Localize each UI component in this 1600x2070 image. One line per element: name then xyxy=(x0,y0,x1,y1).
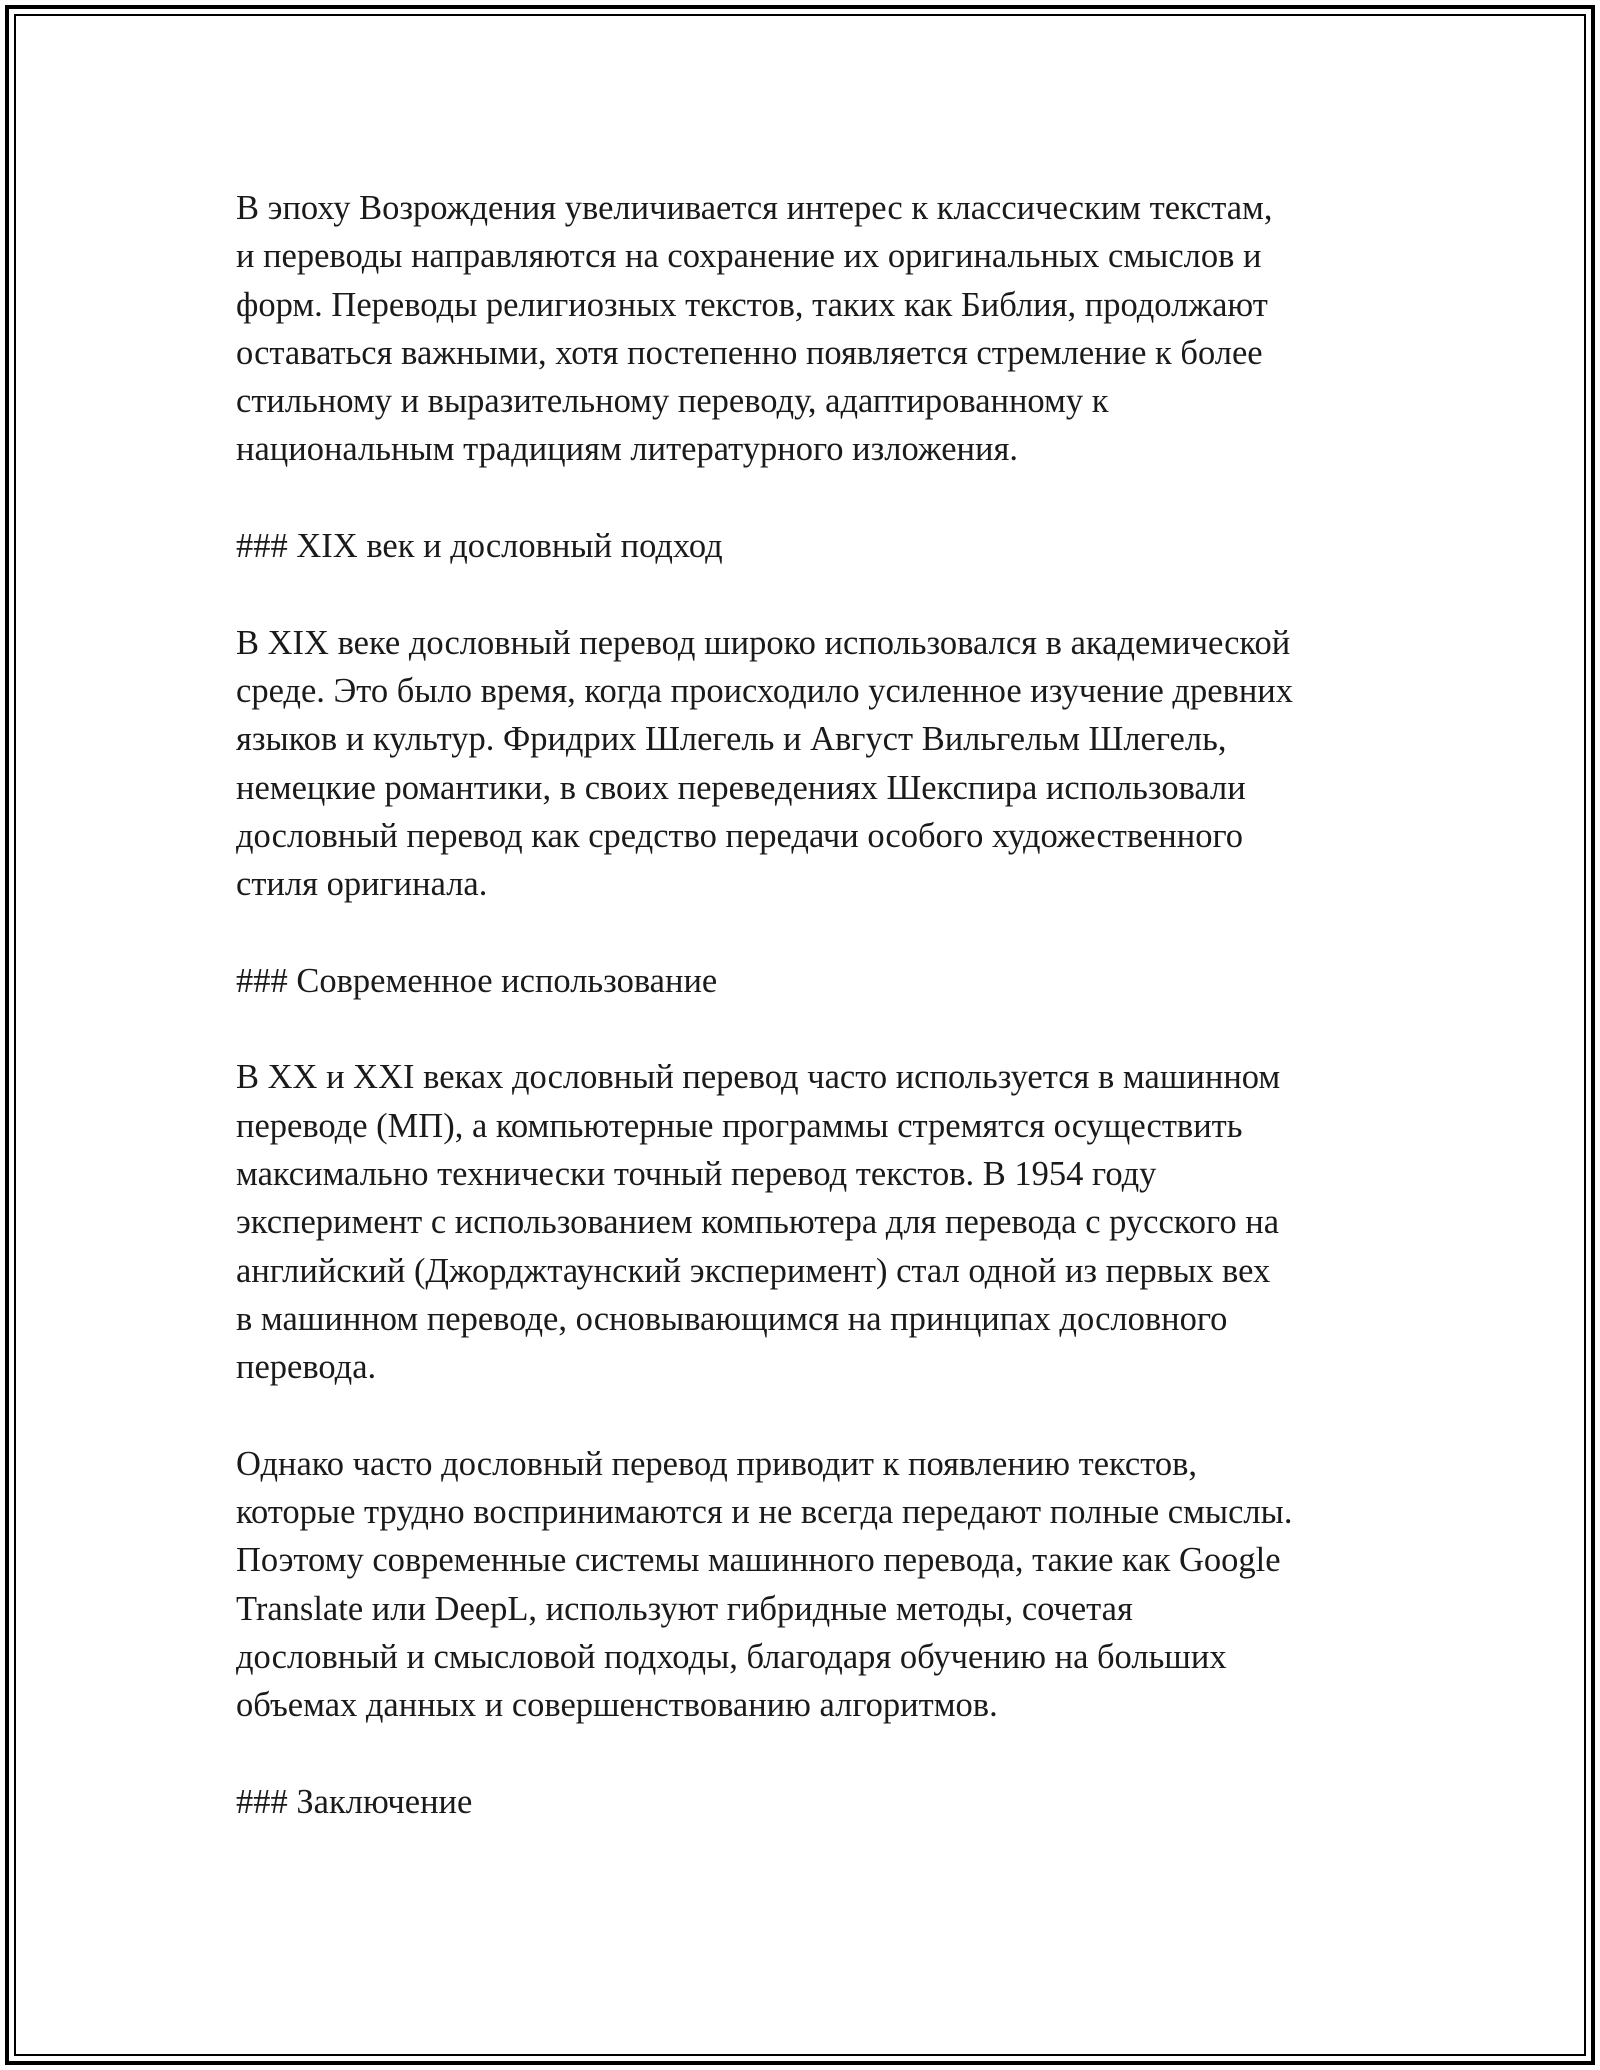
paragraph xyxy=(236,1440,1386,1730)
section-heading xyxy=(236,957,1386,1005)
text-line: и переводы направляются на сохранение их оригинальных смыслов и xyxy=(236,237,1262,276)
text-line: дословный перевод как средство передачи особого художественного xyxy=(236,816,1243,855)
text-line: в машинном переводе, основывающимся на принципах дословного xyxy=(236,1299,1228,1338)
text-line: немецкие романтики, в своих переведениях Шекспира использовали xyxy=(236,768,1246,807)
text-line: форм. Переводы религиозных текстов, таких как Библия, продолжают xyxy=(236,285,1268,324)
text-line: английский (Джорджтаунский эксперимент) стал одной из первых вех xyxy=(236,1251,1271,1290)
text-line: которые трудно воспринимаются и не всегда передают полные смыслы. xyxy=(236,1493,1293,1532)
paragraph xyxy=(236,1053,1386,1391)
text-line: В эпоху Возрождения увеличивается интерес к классическим текстам, xyxy=(236,189,1273,227)
text-line: среде. Это было время, когда происходило усиленное изучение древних xyxy=(236,671,1294,710)
text-line: В XIX веке дословный перевод широко использовался в академической xyxy=(236,623,1291,662)
heading-text: ### XIX век и дословный подход xyxy=(236,527,723,566)
section-heading xyxy=(236,522,1386,570)
text-line: стиля оригинала. xyxy=(236,865,488,904)
document-body xyxy=(236,184,1386,1874)
text-line: стильному и выразительному переводу, адаптированному к xyxy=(236,382,1109,421)
heading-text: ### Современное использование xyxy=(236,961,718,1000)
text-line: дословный и смысловой подходы, благодаря обучению на больших xyxy=(236,1637,1227,1676)
section-heading xyxy=(236,1778,1386,1826)
text-line: эксперимент с использованием компьютера для перевода с русского на xyxy=(236,1203,1280,1242)
paragraph xyxy=(236,184,1386,474)
text-line: максимально технически точный перевод текстов. В 1954 году xyxy=(236,1154,1157,1193)
text-line: В XX и XXI веках дословный перевод часто используется в машинном xyxy=(236,1058,1281,1097)
paragraph xyxy=(236,619,1386,909)
text-line: переводе (МП), а компьютерные программы стремятся осуществить xyxy=(236,1106,1243,1145)
text-line: Translate или DeepL, используют гибридные методы, сочетая xyxy=(236,1589,1133,1628)
text-line: Поэтому современные системы машинного перевода, такие как Google xyxy=(236,1541,1281,1580)
text-line: оставаться важными, хотя постепенно появляется стремление к более xyxy=(236,333,1263,372)
text-line: Однако часто дословный перевод приводит к появлению текстов, xyxy=(236,1444,1198,1483)
text-line: языков и культур. Фридрих Шлегель и Август Вильгельм Шлегель, xyxy=(236,720,1227,759)
text-line: объемах данных и совершенствованию алгоритмов. xyxy=(236,1686,998,1725)
text-line: перевода. xyxy=(236,1348,377,1387)
heading-text: ### Заключение xyxy=(236,1782,473,1821)
text-line: национальным традициям литературного изложения. xyxy=(236,430,1018,469)
